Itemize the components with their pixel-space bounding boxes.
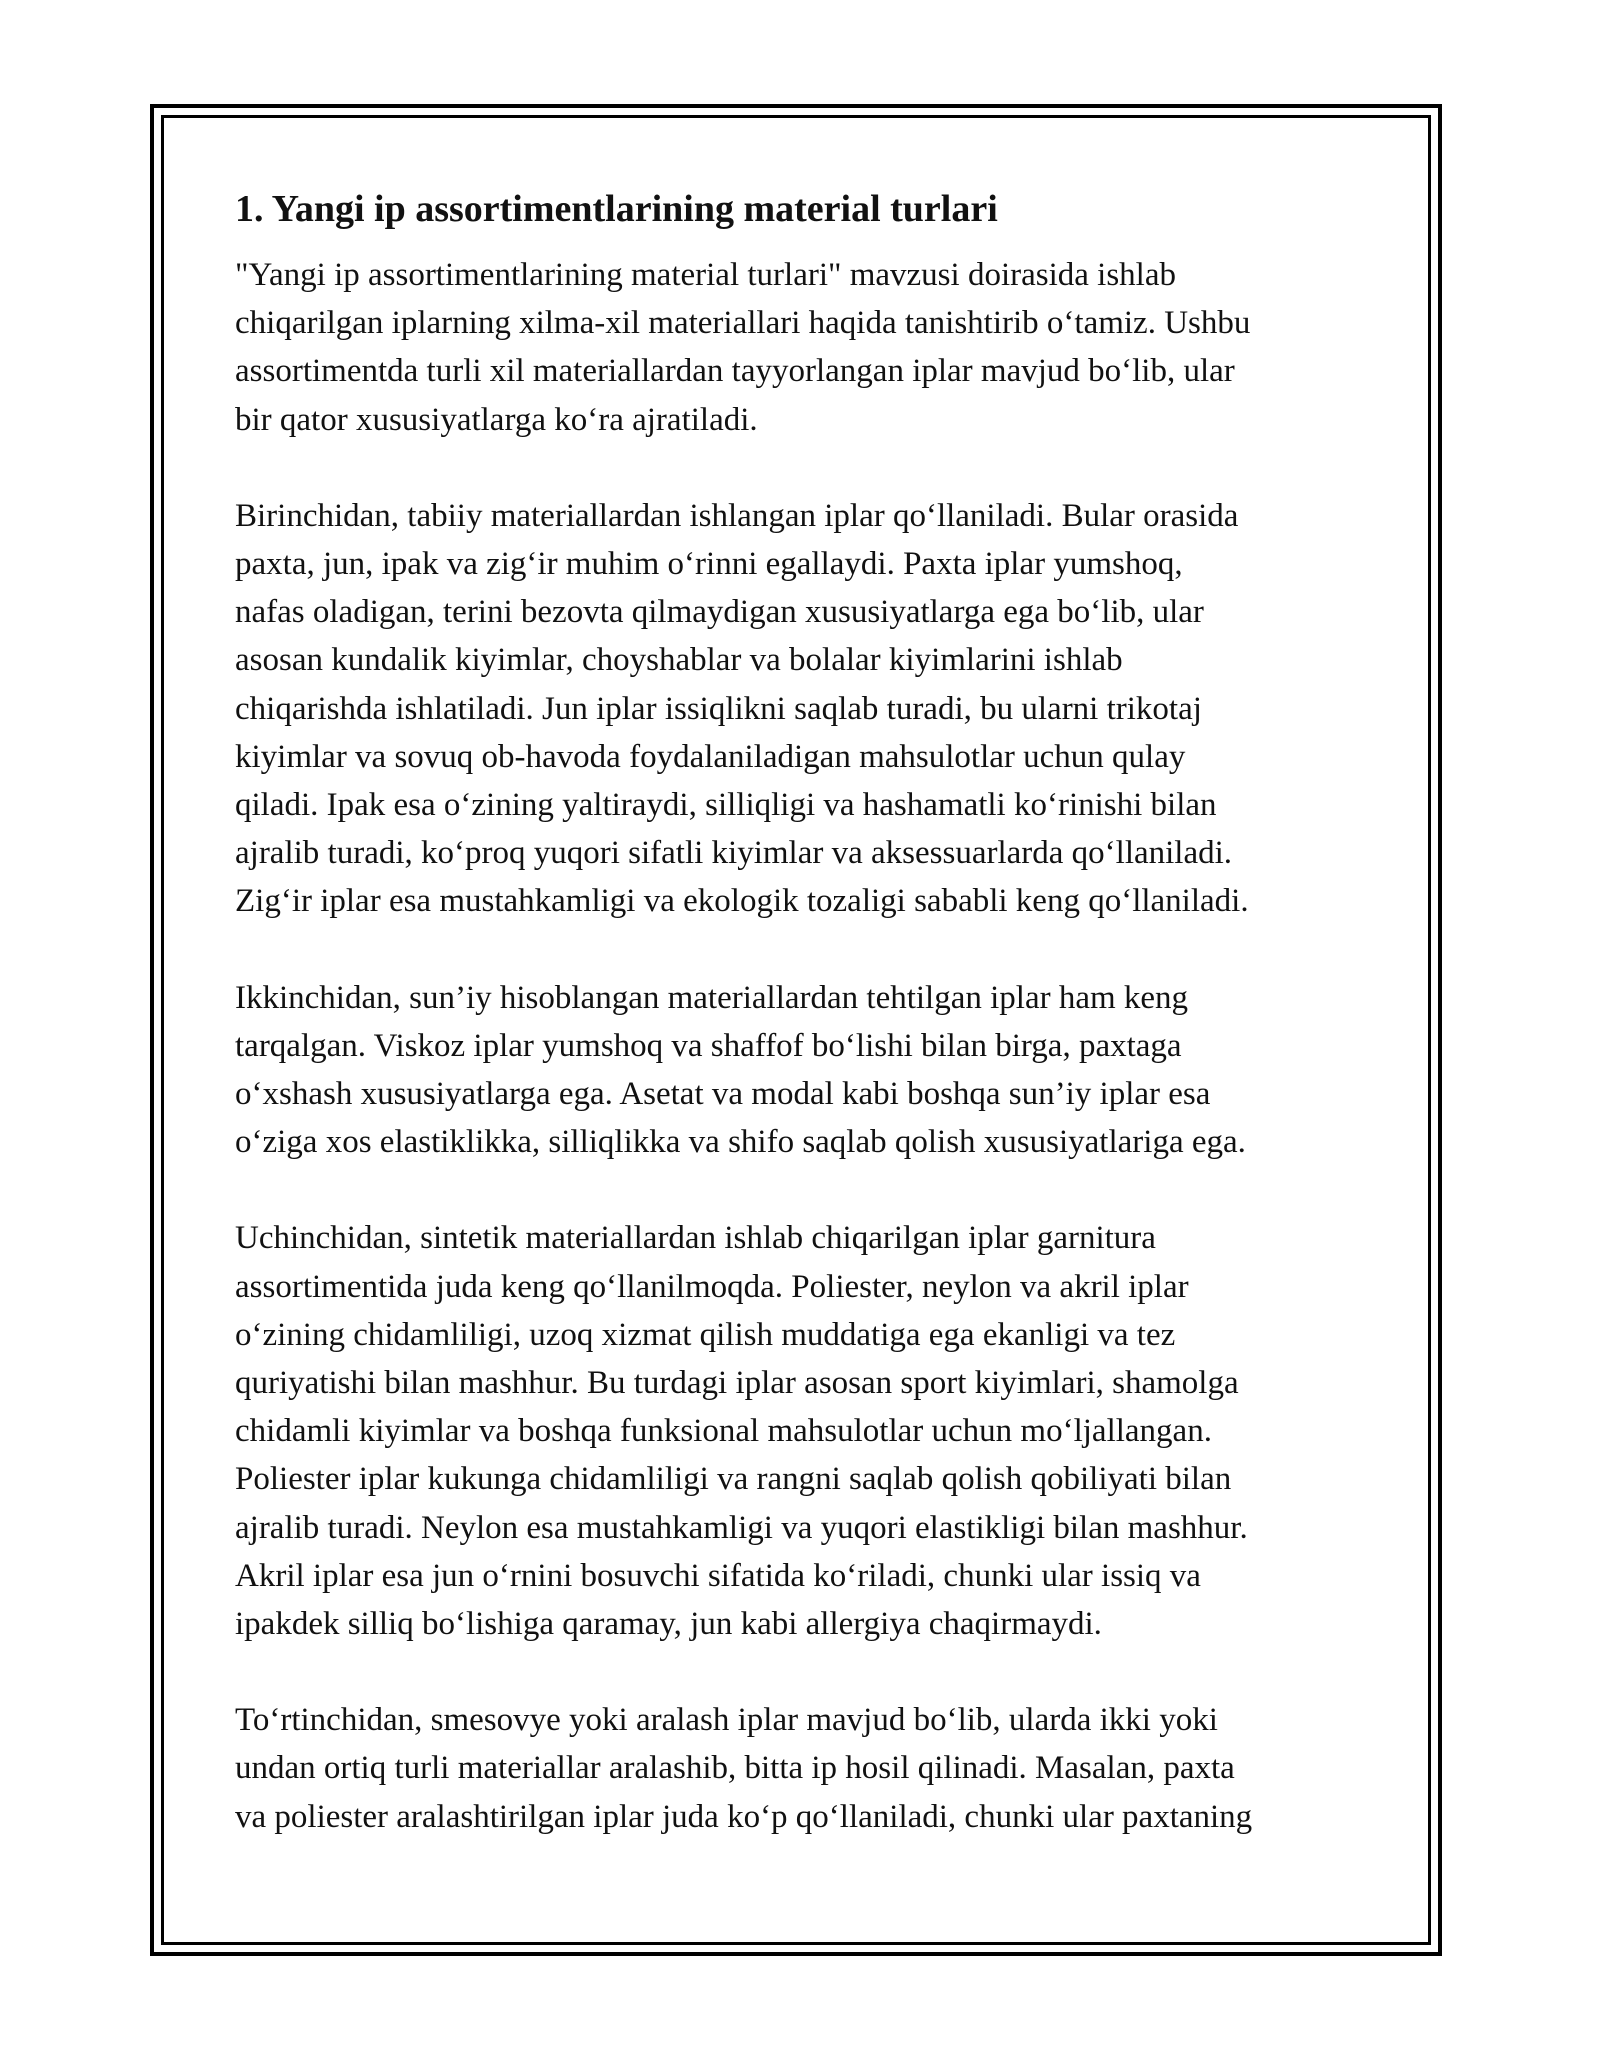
text-line: tarqalgan. Viskoz iplar yumshoq va shaffof bo‘lishi bilan birga, paxtaga [235,1027,1182,1064]
text-line: undan ortiq turli materiallar aralashib, bitta ip hosil qilinadi. Masalan, paxta [235,1750,1235,1787]
text-line: kiyimlar va sovuq ob-havoda foydalaniladigan mahsulotlar uchun qulay [235,738,1186,775]
text-line: Ikkinchidan, sun’iy hisoblangan materiallardan tehtilgan iplar ham keng [235,979,1189,1016]
text-line: paxta, jun, ipak va zig‘ir muhim o‘rinni egallaydi. Paxta iplar yumshoq, [235,546,1183,583]
text-line: ipakdek silliq bo‘lishiga qaramay, jun kabi allergiya chaqirmaydi. [235,1606,1102,1643]
text-line: assortimentda turli xil materiallardan tayyorlangan iplar mavjud bo‘lib, ular [235,353,1235,390]
text-line: va poliester aralashtirilgan iplar juda ko‘p qo‘llaniladi, chunki ular paxtaning [235,1798,1253,1835]
text-line: o‘zining chidamliligi, uzoq xizmat qilish muddatiga ega ekanligi va tez [235,1316,1176,1353]
text-line: nafas oladigan, terini bezovta qilmaydigan xususiyatlarga ega bo‘lib, ular [235,594,1204,631]
text-line: Poliester iplar kukunga chidamliligi va rangni saqlab qolish qobiliyati bilan [235,1461,1232,1498]
text-line: o‘xshash xususiyatlarga ega. Asetat va modal kabi boshqa sun’iy iplar esa [235,1076,1211,1113]
paragraph-synthetic-materials [235,1214,1395,1648]
paragraph-intro [235,251,1395,444]
text-line: ajralib turadi. Neylon esa mustahkamligi va yuqori elastikligi bilan mashhur. [235,1509,1248,1546]
text-line: ajralib turadi, ko‘proq yuqori sifatli kiyimlar va aksessuarlarda qo‘llaniladi. [235,835,1233,872]
text-line: Birinchidan, tabiiy materiallardan ishlangan iplar qo‘llaniladi. Bular orasida [235,497,1239,534]
text-line: chidamli kiyimlar va boshqa funksional mahsulotlar uchun mo‘ljallangan. [235,1413,1212,1450]
text-line: assortimentida juda keng qo‘llanilmoqda. Poliester, neylon va akril iplar [235,1268,1189,1305]
text-line: Zig‘ir iplar esa mustahkamligi va ekologik tozaligi sababli keng qo‘llaniladi. [235,883,1249,920]
text-line: chiqarilgan iplarning xilma-xil materiallari haqida tanishtirib o‘tamiz. Ushbu [235,305,1251,342]
text-line: "Yangi ip assortimentlarining material turlari" mavzusi doirasida ishlab [235,257,1176,293]
text-line: asosan kundalik kiyimlar, choyshablar va bolalar kiyimlarini ishlab [235,642,1123,679]
text-line: o‘ziga xos elastiklikka, silliqlikka va shifo saqlab qolish xususiyatlariga ega. [235,1124,1246,1161]
text-line: bir qator xususiyatlarga ko‘ra ajratiladi. [235,401,758,438]
paragraph-blended-materials [235,1696,1395,1841]
text-line: Uchinchidan, sintetik materiallardan ishlab chiqarilgan iplar garnitura [235,1220,1156,1257]
text-line: qiladi. Ipak esa o‘zining yaltiraydi, silliqligi va hashamatli ko‘rinishi bilan [235,787,1217,824]
text-line: quriyatishi bilan mashhur. Bu turdagi iplar asosan sport kiyimlari, shamolga [235,1365,1239,1402]
paragraph-artificial-materials [235,974,1395,1167]
section-heading: 1. Yangi ip assortimentlarining material turlari [235,188,998,230]
text-line: Akril iplar esa jun o‘rnini bosuvchi sifatida ko‘riladi, chunki ular issiq va [235,1557,1201,1594]
text-line: To‘rtinchidan, smesovye yoki aralash iplar mavjud bo‘lib, ularda ikki yoki [235,1702,1218,1739]
text-line: chiqarishda ishlatiladi. Jun iplar issiqlikni saqlab turadi, bu ularni trikotaj [235,690,1202,727]
paragraph-natural-materials [235,492,1395,926]
document-body [235,185,1395,1889]
